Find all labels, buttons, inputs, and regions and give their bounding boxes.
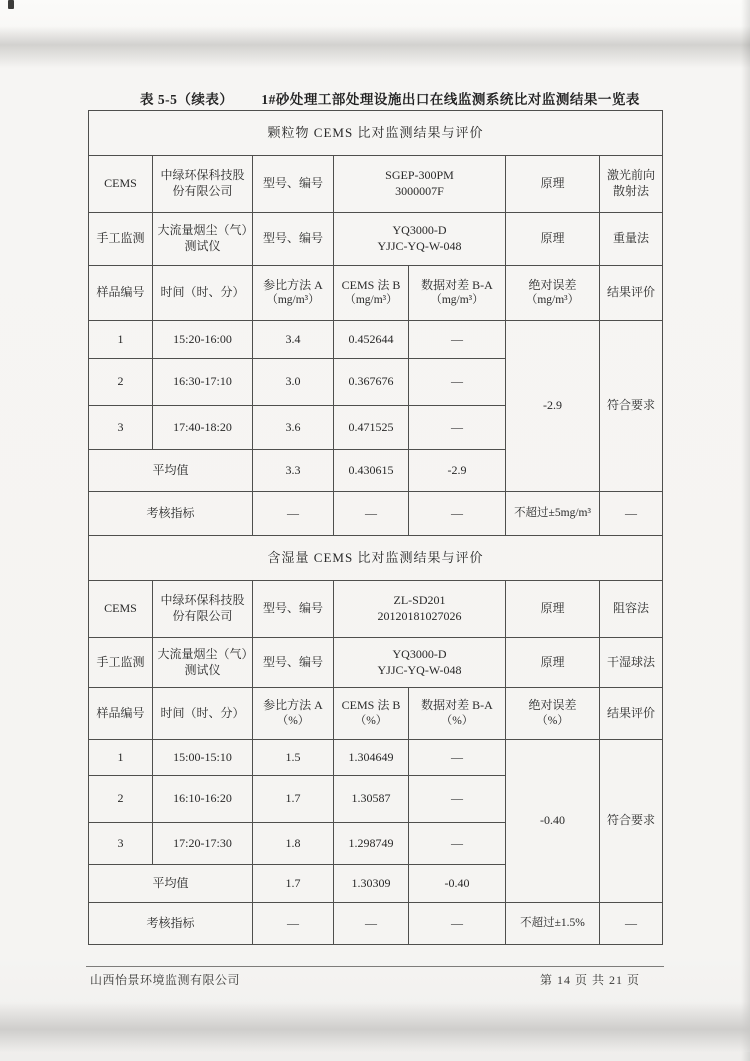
model-line2: 20120181027026	[377, 609, 462, 623]
section1-column-header-row	[89, 266, 663, 321]
sample-no-cell: 2	[89, 359, 153, 406]
col-header-ref-a-unit: （%）	[276, 714, 310, 727]
section1-manual-equipment-row	[89, 213, 663, 266]
col-header-cems-b-unit: （%）	[354, 714, 388, 727]
vendor-cell: 中绿环保科技股份有限公司	[153, 156, 253, 213]
time-cell: 15:00-15:10	[153, 740, 253, 776]
avg-diff-cell: -0.40	[409, 865, 506, 903]
model-line2: YJJC-YQ-W-048	[377, 239, 462, 253]
avg-ref-a-cell: 3.3	[253, 450, 334, 492]
model-line2: 3000007F	[395, 184, 444, 198]
diff-cell: —	[409, 406, 506, 450]
col-header-diff-name: 数据对差 B-A	[421, 277, 493, 292]
section1-title-row	[89, 111, 663, 156]
model-line1: SGEP-300PM	[385, 168, 454, 183]
vendor-cell: 大流量烟尘（气）测试仪	[153, 638, 253, 688]
section2-title-row	[89, 536, 663, 581]
col-header-diff-unit: （%）	[440, 714, 474, 727]
sample-no-cell: 1	[89, 740, 153, 776]
comparison-table	[88, 110, 662, 945]
principle-label-cell: 原理	[506, 638, 600, 688]
scan-shadow-top	[0, 26, 750, 68]
equip-type-cell: 手工监测	[89, 213, 153, 266]
model-line2: YJJC-YQ-W-048	[377, 662, 462, 677]
col-header-ref-a-name: 参比方法 A	[263, 698, 323, 713]
col-header-cems-b	[334, 266, 409, 321]
data-row	[89, 740, 663, 776]
sample-no-cell: 1	[89, 321, 153, 359]
scan-artifact-mark	[8, 0, 14, 9]
scan-shadow-bottom	[0, 1002, 750, 1052]
col-header-abs-err	[506, 266, 600, 321]
assess-result-cell: —	[600, 492, 663, 536]
model-value-cell	[334, 156, 506, 213]
footer-divider	[86, 966, 664, 967]
cems-b-cell: 1.304649	[334, 740, 409, 776]
model-label-cell: 型号、编号	[253, 156, 334, 213]
diff-cell: —	[409, 823, 506, 865]
diff-cell: —	[409, 740, 506, 776]
equip-type-cell: CEMS	[89, 156, 153, 213]
col-header-result: 结果评价	[600, 688, 663, 740]
time-cell: 17:20-17:30	[153, 823, 253, 865]
principle-cell: 重量法	[600, 213, 663, 266]
avg-label-cell: 平均值	[89, 865, 253, 903]
avg-cems-b-cell: 1.30309	[334, 865, 409, 903]
col-header-abs-err	[506, 688, 600, 740]
vendor-cell: 大流量烟尘（气）测试仪	[153, 213, 253, 266]
result-merged-cell: 符合要求	[600, 321, 663, 492]
model-label-cell: 型号、编号	[253, 213, 334, 266]
col-header-sample: 样品编号	[89, 266, 153, 321]
principle-cell: 激光前向散射法	[600, 156, 663, 213]
col-header-time: 时间（时、分）	[153, 688, 253, 740]
diff-cell: —	[409, 321, 506, 359]
col-header-abs-err-name: 绝对误差	[528, 698, 577, 713]
ref-a-cell: 1.7	[253, 776, 334, 823]
section2-manual-equipment-row	[89, 638, 663, 688]
ref-a-cell: 3.4	[253, 321, 334, 359]
section1-cems-equipment-row	[89, 156, 663, 213]
assess-label-cell: 考核指标	[89, 903, 253, 945]
ref-a-cell: 3.0	[253, 359, 334, 406]
equip-type-cell: CEMS	[89, 581, 153, 638]
principle-label-cell: 原理	[506, 581, 600, 638]
ref-a-cell: 1.8	[253, 823, 334, 865]
abs-error-merged-cell: -2.9	[506, 321, 600, 492]
col-header-abs-err-unit: （mg/m³）	[525, 294, 580, 307]
data-row	[89, 321, 663, 359]
principle-cell: 阻容法	[600, 581, 663, 638]
avg-cems-b-cell: 0.430615	[334, 450, 409, 492]
col-header-diff	[409, 688, 506, 740]
model-line1: YQ3000-D	[392, 223, 447, 238]
diff-cell: —	[409, 776, 506, 823]
col-header-ref-a-name: 参比方法 A	[263, 277, 323, 292]
assess-cems-b-cell: —	[334, 903, 409, 945]
cems-b-cell: 0.452644	[334, 321, 409, 359]
sample-no-cell: 3	[89, 823, 153, 865]
footer-page-number: 第 14 页 共 21 页	[539, 973, 640, 987]
model-line1: YQ3000-D	[392, 646, 447, 661]
avg-ref-a-cell: 1.7	[253, 865, 334, 903]
ref-a-cell: 3.6	[253, 406, 334, 450]
assess-limit-cell: 不超过±1.5%	[506, 903, 600, 945]
cems-b-cell: 1.30587	[334, 776, 409, 823]
time-cell: 16:10-16:20	[153, 776, 253, 823]
col-header-cems-b-name: CEMS 法 B	[341, 277, 401, 292]
model-label-cell: 型号、编号	[253, 581, 334, 638]
sample-no-cell: 3	[89, 406, 153, 450]
principle-cell: 干湿球法	[600, 638, 663, 688]
col-header-time: 时间（时、分）	[153, 266, 253, 321]
assess-ref-a-cell: —	[253, 903, 334, 945]
footer-company: 山西怡景环境监测有限公司	[90, 973, 241, 987]
model-value-cell	[334, 638, 506, 688]
ref-a-cell: 1.5	[253, 740, 334, 776]
assessment-row	[89, 492, 663, 536]
assess-ref-a-cell: —	[253, 492, 334, 536]
time-cell: 17:40-18:20	[153, 406, 253, 450]
col-header-cems-b-name: CEMS 法 B	[341, 698, 401, 713]
section2-column-header-row	[89, 688, 663, 740]
sample-no-cell: 2	[89, 776, 153, 823]
vendor-cell: 中绿环保科技股份有限公司	[153, 581, 253, 638]
assess-label-cell: 考核指标	[89, 492, 253, 536]
avg-diff-cell: -2.9	[409, 450, 506, 492]
col-header-ref-a-unit: （mg/m³）	[266, 294, 320, 307]
col-header-diff-name: 数据对差 B-A	[421, 698, 493, 713]
model-label-cell: 型号、编号	[253, 638, 334, 688]
avg-label-cell: 平均值	[89, 450, 253, 492]
assess-limit-cell: 不超过±5mg/m³	[506, 492, 600, 536]
model-value-cell	[334, 213, 506, 266]
time-cell: 15:20-16:00	[153, 321, 253, 359]
col-header-cems-b-unit: （mg/m³）	[344, 294, 398, 307]
col-header-cems-b	[334, 688, 409, 740]
col-header-abs-err-name: 绝对误差	[528, 277, 577, 292]
col-header-ref-a	[253, 688, 334, 740]
assess-diff-cell: —	[409, 903, 506, 945]
table-number-label: 表 5-5（续表）	[140, 92, 234, 107]
monitoring-results-table	[88, 110, 663, 945]
col-header-diff-unit: （mg/m³）	[430, 294, 484, 307]
col-header-abs-err-unit: （%）	[536, 714, 569, 727]
principle-label-cell: 原理	[506, 156, 600, 213]
assessment-row	[89, 903, 663, 945]
document-title	[88, 88, 662, 108]
model-line1: ZL-SD201	[393, 593, 446, 608]
col-header-result: 结果评价	[600, 266, 663, 321]
scan-shadow-right-edge	[741, 0, 750, 1061]
cems-b-cell: 0.367676	[334, 359, 409, 406]
table-title-text: 1#砂处理工部处理设施出口在线监测系统比对监测结果一览表	[261, 92, 640, 107]
section2-cems-equipment-row	[89, 581, 663, 638]
assess-diff-cell: —	[409, 492, 506, 536]
diff-cell: —	[409, 359, 506, 406]
col-header-sample: 样品编号	[89, 688, 153, 740]
assess-cems-b-cell: —	[334, 492, 409, 536]
equip-type-cell: 手工监测	[89, 638, 153, 688]
assess-result-cell: —	[600, 903, 663, 945]
principle-label-cell: 原理	[506, 213, 600, 266]
col-header-diff	[409, 266, 506, 321]
abs-error-merged-cell: -0.40	[506, 740, 600, 903]
cems-b-cell: 1.298749	[334, 823, 409, 865]
result-merged-cell: 符合要求	[600, 740, 663, 903]
col-header-ref-a	[253, 266, 334, 321]
section2-title: 含湿量 CEMS 比对监测结果与评价	[89, 536, 663, 581]
model-value-cell	[334, 581, 506, 638]
section1-title: 颗粒物 CEMS 比对监测结果与评价	[89, 111, 663, 156]
cems-b-cell: 0.471525	[334, 406, 409, 450]
time-cell: 16:30-17:10	[153, 359, 253, 406]
